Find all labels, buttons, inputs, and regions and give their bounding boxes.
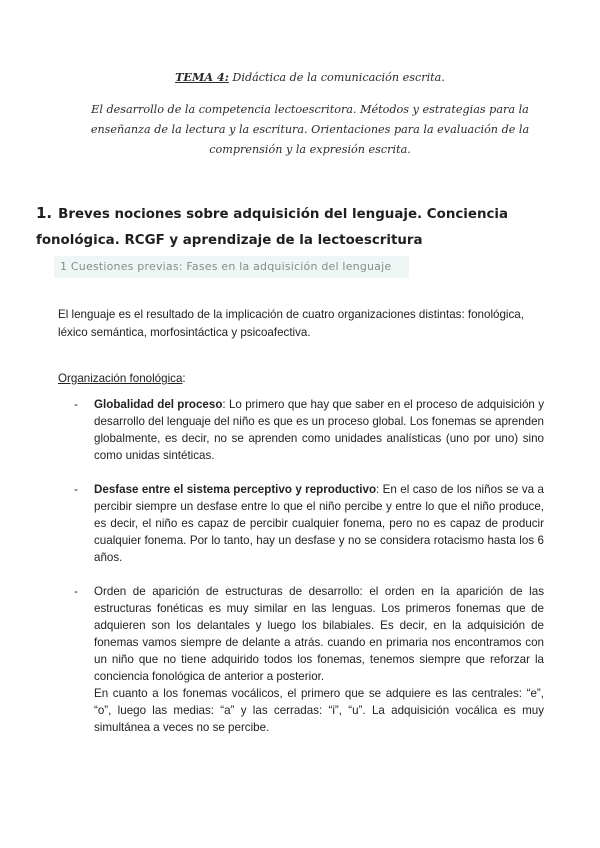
item-bold: Globalidad del proceso <box>94 398 223 411</box>
section-title <box>36 200 556 254</box>
tema-line <box>80 70 540 84</box>
bullet-list <box>72 396 544 753</box>
org-heading <box>58 370 543 388</box>
list-item <box>72 396 544 464</box>
bullet-dash: - <box>74 483 78 496</box>
item-text: : Lo primero que hay que saber en el proceso de adquisición y desarrollo del lenguaje del niño es que es un proceso global. Los fonemas se aprenden globalmente, es decir, no se aprenden como unidades analísticas (uno por uno) sino como unidas sintéticas. <box>94 398 544 462</box>
tema-label: TEMA 4: <box>175 70 229 84</box>
list-item <box>72 583 544 736</box>
subheading: 1 Cuestiones previas: Fases en la adquisición del lenguaje <box>54 256 409 278</box>
section-number: 1. <box>36 204 53 222</box>
item-text: Orden de aparición de estructuras de desarrollo: el orden en la aparición de las estructuras fonéticas es muy similar en las lenguas. Los primeros fonemas que de adquieren son los delantales y luego los bilabiales. Es decir, en la adquisición de fonemas vamos siempre de delante a atrás. cuando en primaria nos encontramos con un niño que no tiene adquirido todos los fonemas, tenemos siempre que reforzar la conciencia fonológica de anterior a posterior. <box>94 585 544 683</box>
section-title-text: Breves nociones sobre adquisición del lenguaje. Conciencia fonológica. RCGF y aprendizaje de la lectoescritura <box>36 207 509 248</box>
org-heading-colon: : <box>182 372 186 385</box>
tema-title: Didáctica de la comunicación escrita. <box>232 71 445 84</box>
intro-paragraph: El lenguaje es el resultado de la implicación de cuatro organizaciones distintas: fonológica, léxico semántica, morfosintáctica y psicoafectiva. <box>58 308 524 339</box>
org-heading-text: Organización fonológica <box>58 372 183 385</box>
list-item <box>72 481 544 566</box>
tema-description: El desarrollo de la competencia lectoescritora. Métodos y estrategias para la enseñanza de la lectura y la escritura. Orientaciones para la evaluación de la comprensión y la expresión escrita. <box>90 103 530 156</box>
document-header <box>80 70 540 160</box>
bullet-dash: - <box>74 585 78 598</box>
item-extra-text: En cuanto a los fonemas vocálicos, el primero que se adquiere es las centrales: “e”, “o”, luego las medias: “a” y las cerradas: “i”, “u”. La adquisición vocálica es muy simultánea a veces no se percibe. <box>94 687 544 734</box>
item-bold: Desfase entre el sistema perceptivo y reproductivo <box>94 483 377 496</box>
bullet-dash: - <box>74 398 78 411</box>
item-text: : En el caso de los niños se va a percibir siempre un desfase entre lo que el niño percibe y entre lo que el niño produce, es decir, el niño es capaz de percibir cualquier fonema, pero no es capaz de producir cualquier fonema. Por lo tanto, hay un desfase y no se considera rotacismo hasta los 6 años. <box>94 483 544 564</box>
